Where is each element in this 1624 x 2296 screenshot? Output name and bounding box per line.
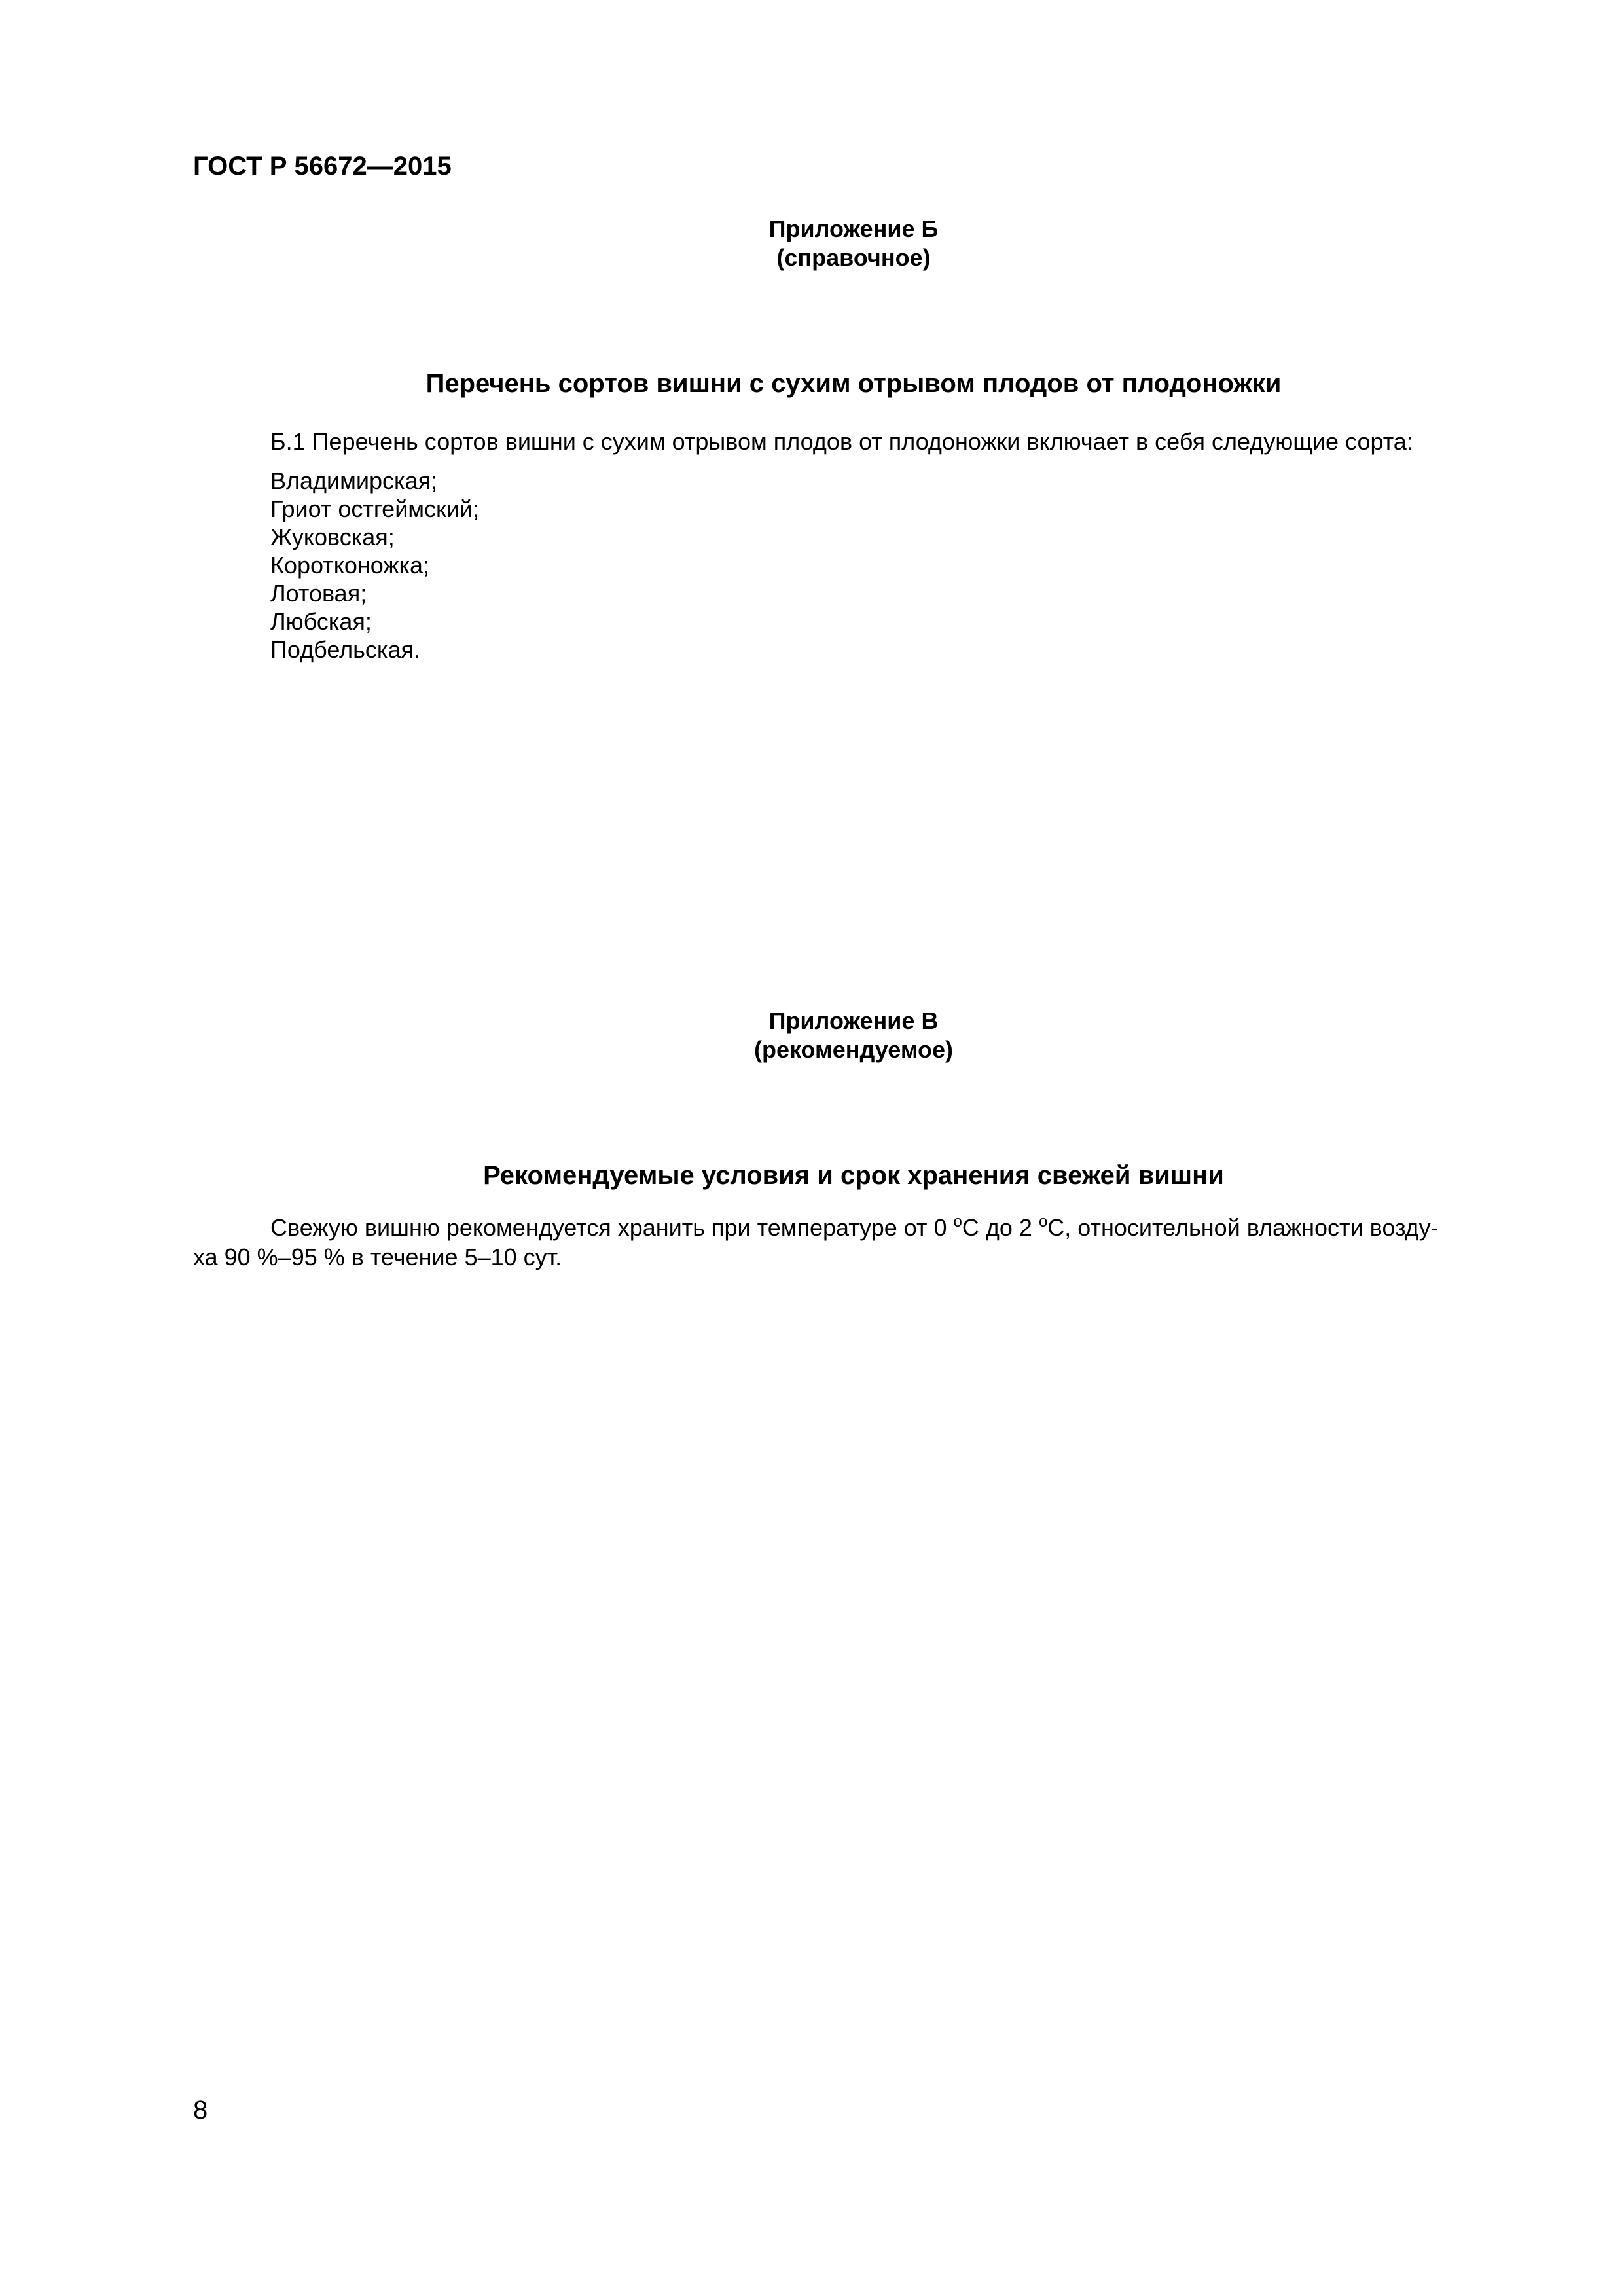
storage-text-part-3: С, относительной влажности возду-: [1047, 1214, 1439, 1241]
appendix-v-status: (рекомендуемое): [754, 1036, 953, 1063]
appendix-v-header: [0, 1007, 1624, 1064]
storage-text-part-1: Свежую вишню рекомендуется хранить при температуре от 0: [270, 1214, 954, 1241]
degree-sign: о: [1038, 1213, 1048, 1230]
list-item: Жуковская;: [270, 524, 395, 550]
appendix-b-title: Перечень сортов вишни с сухим отрывом плодов от плодоножки: [425, 369, 1282, 398]
list-item: Коротконожка;: [270, 552, 430, 579]
appendix-b-heading: Приложение Б: [768, 215, 939, 242]
variety-list: [270, 467, 479, 664]
standard-code: ГОСТ Р 56672—2015: [193, 152, 452, 181]
list-item: Подбельская.: [270, 636, 420, 663]
list-item: Лотовая;: [270, 580, 367, 607]
list-item: Владимирская;: [270, 467, 438, 494]
page-number: 8: [193, 2096, 208, 2125]
appendix-v-title: Рекомендуемые условия и срок хранения свежей вишни: [483, 1161, 1224, 1190]
appendix-b-header: [0, 215, 1624, 272]
storage-paragraph-line-1: [193, 1213, 1502, 1242]
appendix-v-heading: Приложение В: [768, 1007, 939, 1034]
appendix-b-intro: Б.1 Перечень сортов вишни с сухим отрывом плодов от плодоножки включает в себя следующие сорта:: [270, 428, 1413, 455]
degree-sign: о: [953, 1213, 962, 1230]
appendix-b-status: (справочное): [776, 244, 931, 271]
list-item: Любская;: [270, 608, 372, 635]
storage-paragraph: [193, 1213, 1502, 1272]
storage-text-part-2: С до 2: [962, 1214, 1039, 1241]
list-item: Гриот остгеймский;: [270, 495, 480, 522]
storage-paragraph-line-2: ха 90 %–95 % в течение 5–10 сут.: [193, 1244, 562, 1270]
